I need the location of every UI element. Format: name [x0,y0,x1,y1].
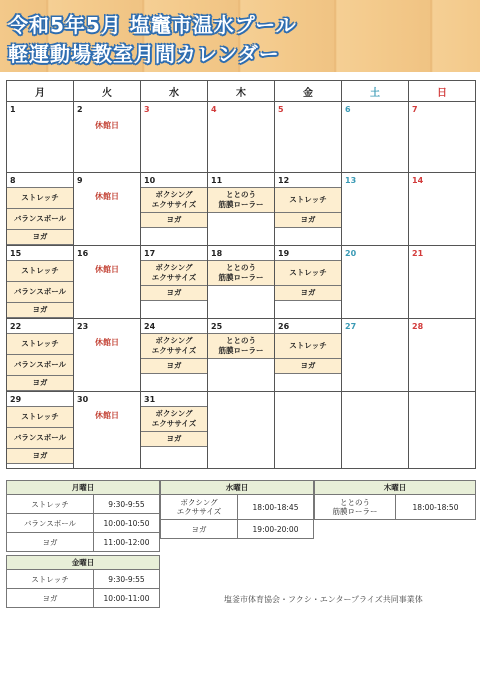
date-number: 19 [278,249,290,258]
day-cell [275,319,342,392]
day-cell [342,246,409,319]
day-cell [141,392,208,469]
day-cell-empty [342,392,409,469]
day-cell [141,246,208,319]
class-time: 10:00-11:00 [94,589,160,608]
event-yoga: ヨガ [7,376,73,391]
date-number: 29 [10,395,22,404]
weekday-sun: 日 [409,81,476,102]
closed-label: 休館日 [95,411,119,420]
date-number: 22 [10,322,22,331]
date-number: 9 [77,176,83,185]
date-number: 25 [211,322,223,331]
class-name: ストレッチ [7,570,94,589]
weekday-sat: 土 [342,81,409,102]
event-boxing: ボクシング エクササイズ [141,260,207,286]
event-balance-ball: バランスボール [7,428,73,449]
event-balance-ball: バランスボール [7,209,73,230]
date-number: 13 [345,176,357,185]
date-number: 16 [77,249,89,258]
schedule-header: 木曜日 [315,481,476,495]
day-cell-empty [409,392,476,469]
day-cell [141,319,208,392]
day-cell [409,173,476,246]
day-cell [275,102,342,173]
weekday-thu: 木 [208,81,275,102]
day-cell [7,173,74,246]
day-cell [141,173,208,246]
class-time: 9:30-9:55 [94,495,160,514]
weekday-header-row [7,81,476,102]
day-cell [208,319,275,392]
day-cell [208,102,275,173]
closed-label: 休館日 [95,121,119,130]
event-yoga: ヨガ [275,359,341,374]
header-banner [0,0,480,72]
day-cell [409,319,476,392]
day-cell [141,102,208,173]
date-number: 10 [144,176,156,185]
schedule-header: 月曜日 [7,481,160,495]
class-time: 18:00-18:50 [396,495,476,520]
day-cell [74,102,141,173]
date-number: 21 [412,249,424,258]
class-name: ヨガ [7,589,94,608]
class-name: バランスボール [7,514,94,533]
day-cell [208,173,275,246]
weekday-fri: 金 [275,81,342,102]
date-number: 23 [77,322,89,331]
event-yoga: ヨガ [7,449,73,464]
date-number: 12 [278,176,290,185]
schedule-friday [6,555,160,608]
date-number: 7 [412,105,418,114]
class-name: ストレッチ [7,495,94,514]
event-stretch: ストレッチ [275,333,341,359]
day-cell-empty [275,392,342,469]
date-number: 11 [211,176,223,185]
day-cell [74,392,141,469]
weekday-mon: 月 [7,81,74,102]
date-number: 5 [278,105,284,114]
closed-label: 休館日 [95,192,119,201]
event-yoga: ヨガ [275,286,341,301]
event-stretch: ストレッチ [275,187,341,213]
event-balance-ball: バランスボール [7,355,73,376]
date-number: 31 [144,395,156,404]
date-number: 3 [144,105,150,114]
event-yoga: ヨガ [141,286,207,301]
day-cell [275,173,342,246]
weekday-wed: 水 [141,81,208,102]
event-yoga: ヨガ [141,213,207,228]
date-number: 14 [412,176,424,185]
title-line-2: 軽運動場教室月間カレンダー [8,42,280,66]
event-boxing: ボクシング エクササイズ [141,406,207,432]
date-number: 4 [211,105,217,114]
day-cell [342,173,409,246]
closed-label: 休館日 [95,265,119,274]
week-row-4 [7,319,476,392]
class-name: ととのう 筋膜ローラー [315,495,396,520]
day-cell [7,319,74,392]
day-cell [7,246,74,319]
class-time: 11:00-12:00 [94,533,160,552]
event-balance-ball: バランスボール [7,282,73,303]
day-cell [409,102,476,173]
week-row-1 [7,102,476,173]
date-number: 28 [412,322,424,331]
event-stretch: ストレッチ [275,260,341,286]
day-cell [74,173,141,246]
schedule-monday [6,480,160,552]
day-cell [409,246,476,319]
date-number: 20 [345,249,357,258]
event-boxing: ボクシング エクササイズ [141,187,207,213]
week-row-3 [7,246,476,319]
day-cell [275,246,342,319]
event-yoga: ヨガ [141,359,207,374]
class-time: 9:30-9:55 [94,570,160,589]
date-number: 17 [144,249,156,258]
weekday-tue: 火 [74,81,141,102]
day-cell [74,246,141,319]
event-yoga: ヨガ [141,432,207,447]
date-number: 18 [211,249,223,258]
event-fascia-roller: ととのう 筋膜ローラー [208,260,274,286]
event-yoga: ヨガ [7,303,73,318]
class-name: ヨガ [7,533,94,552]
date-number: 15 [10,249,22,258]
date-number: 27 [345,322,357,331]
day-cell [7,392,74,469]
class-time: 19:00-20:00 [238,520,314,539]
schedule-thursday [314,480,476,520]
day-cell [342,319,409,392]
day-cell [74,319,141,392]
date-number: 2 [77,105,83,114]
event-yoga: ヨガ [275,213,341,228]
event-fascia-roller: ととのう 筋膜ローラー [208,333,274,359]
date-number: 24 [144,322,156,331]
event-yoga: ヨガ [7,230,73,245]
date-number: 26 [278,322,290,331]
class-name: ボクシング エクササイズ [161,495,238,520]
class-time: 10:00-10:50 [94,514,160,533]
day-cell [342,102,409,173]
class-time: 18:00-18:45 [238,495,314,520]
day-cell-empty [208,392,275,469]
footer-organizer: 塩釜市体育協会・フクシ・エンタープライズ共同事業体 [224,595,423,604]
event-boxing: ボクシング エクササイズ [141,333,207,359]
schedule-header: 金曜日 [7,556,160,570]
title-line-1: 令和5年5月 塩竈市温水プール [8,13,297,37]
event-stretch: ストレッチ [7,406,73,428]
date-number: 30 [77,395,89,404]
event-fascia-roller: ととのう 筋膜ローラー [208,187,274,213]
class-name: ヨガ [161,520,238,539]
event-stretch: ストレッチ [7,187,73,209]
date-number: 1 [10,105,16,114]
schedule-wednesday [160,480,314,539]
day-cell [208,246,275,319]
week-row-5 [7,392,476,469]
calendar-grid [6,80,476,469]
closed-label: 休館日 [95,338,119,347]
schedule-header: 水曜日 [161,481,314,495]
week-row-2 [7,173,476,246]
day-cell [7,102,74,173]
event-stretch: ストレッチ [7,333,73,355]
date-number: 8 [10,176,16,185]
date-number: 6 [345,105,351,114]
event-stretch: ストレッチ [7,260,73,282]
